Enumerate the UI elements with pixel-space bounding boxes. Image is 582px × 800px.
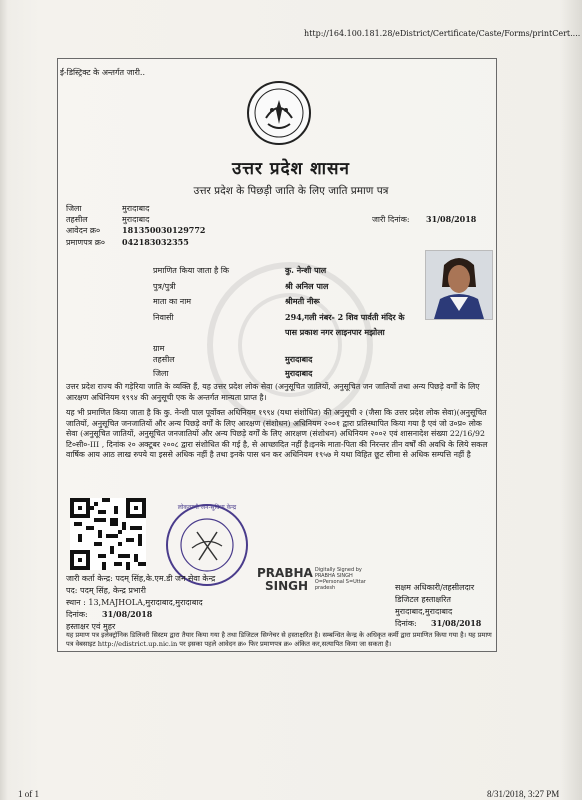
signer-name-line1: PRABHA <box>257 566 313 580</box>
person-tehsil-label: तहसील <box>153 355 175 364</box>
applicant-name: कु. नेन्शी पाल <box>285 265 327 275</box>
certificate-no-value: 042183032355 <box>122 237 189 247</box>
certificate-title: उत्तर प्रदेश शासन <box>231 159 350 179</box>
page-number: 1 of 1 <box>18 789 39 799</box>
signature-detail-1: Digitally Signed by <box>314 567 362 573</box>
village-label: ग्राम <box>153 344 165 353</box>
print-url: http://164.100.181.28/eDistrict/Certificate/Caste/Forms/printCert.... <box>304 29 581 38</box>
signature-detail-2: PRABHA SINGH <box>314 573 353 579</box>
print-timestamp: 8/31/2018, 3:27 PM <box>487 789 560 799</box>
father-name: श्री अनिल पाल <box>285 281 329 291</box>
signature-detail-3: O=Personal S=Uttar <box>314 579 366 585</box>
certified-label: प्रमाणित किया जाता है कि <box>153 266 230 275</box>
mother-name-label: माता का नाम <box>153 297 192 306</box>
address-line-2: पास प्रकाश नगर लाइनपार मझोला <box>285 327 385 337</box>
issuer-date: 31/08/2018 <box>102 609 153 619</box>
signer-name-line2: SINGH <box>265 579 309 593</box>
district-value: मुरादाबाद <box>122 204 150 213</box>
address-line-1: 294,गली नंबर- 2 शिव पार्वती मंदिर के <box>285 312 405 322</box>
issuer-place: स्थान : 13,MAJHOLA,मुरादाबाद,मुरादाबाद <box>66 598 203 607</box>
person-district-label: जिला <box>153 369 169 378</box>
up-government-emblem-icon <box>246 80 312 146</box>
person-district-value: मुरादाबाद <box>285 368 313 378</box>
digital-signature <box>257 567 366 593</box>
officer-digital-signed: डिजिटल हस्ताक्षरित <box>395 595 451 604</box>
person-tehsil-value: मुरादाबाद <box>285 354 313 364</box>
applicant-photo <box>425 250 493 320</box>
officer-date: 31/08/2018 <box>431 618 482 628</box>
verification-note: यह प्रमाण पत्र इलेक्ट्रॉनिक डिलिवरी सिस्टम द्वारा तैयार किया गया है तथा डिजिटल सिग्नेचर से हस्ताक्षरित है। सम्बन्धित केन्द्र के अधिकृत कर्मी द्वारा प्रमाणित किया गया है। यह प्रमाण पत्र वेबसाइट http://edistrict.up.nic.in पर इसका पहले आवेदन क्र० फिर प्रमाणपत्र क्र० अंकित कर,सत्यापित किया जा सकता है। <box>66 631 492 648</box>
issue-date-label: जारी दिनांक: <box>372 215 410 224</box>
qr-code <box>70 498 146 570</box>
issuer-seal-label: हस्ताक्षर एवं मुहर <box>66 622 116 631</box>
stamp-text: लोकवाणी जन-सुविधा केन्द्र <box>177 504 237 511</box>
issuer-date-label: दिनांक: <box>66 610 88 619</box>
officer-title: सक्षम अधिकारी/तहसीलदार <box>395 583 475 592</box>
mother-name: श्रीमती नीरू <box>285 296 320 306</box>
officer-date-label: दिनांक: <box>395 619 417 628</box>
issuer-center: जारी कर्ता केन्द्र: पदम् सिंह,के.एम.डी जन सेवा केन्द्र <box>66 574 216 583</box>
application-no-value: 181350030129772 <box>122 225 206 235</box>
issuer-post: पद: पदम् सिंह, केन्द्र प्रभारी <box>66 586 146 595</box>
caste-paragraph: उत्तर प्रदेश राज्य की गड़ेरिया जाति के व्यक्ति हैं, यह उत्तर प्रदेश लोक सेवा (अनुसूचित जातियों, अनुसूचित जन जातियों तथा अन्य पिछड़े वर्गों के लिए आरक्षण अधिनियम १९९४ की अनुसूची एक के अन्तर्गत मान्यता प्राप्त है। <box>66 382 480 402</box>
certificate-subtitle: उत्तर प्रदेश के पिछड़ी जाति के लिए जाति प्रमाण पत्र <box>193 185 389 197</box>
district-label: जिला <box>66 204 82 213</box>
application-no-label: आवेदन क्र० <box>66 226 101 235</box>
signature-detail-4: pradesh <box>314 585 336 591</box>
reservation-paragraph: यह भी प्रमाणित किया जाता है कि कु. नेन्शी पाल पूर्वोक्त अधिनियम १९९४ (यथा संशोधित) की अनुसूची २ (जैसा कि उत्तर प्रदेश लोक सेवा)(अनुसूचित जातियों, अनुसूचित जनजातियों और अन्य पिछड़े वर्गों के लिए आरक्षण (संशोधन) अधिनियम २००१ द्वारा प्रतिस्थापित किया गया है एवं जो उ०प्र० लोक सेवा (अनुसूचित जातियों, अनुसूचित जनजातियों और अन्य पिछड़े वर्गों के लिए आरक्षण (संशोधन) अधिनियम २००२ एवं शासनादेश संख्या 22/16/92 टि०सी०-III , दिनांक २० अक्टूबर २००८ द्वारा संशोधित की गई है, से आच्छादित नहीं है।इनके माता-पिता की निरन्तर तीन वर्षों की अवधि के लिये सकल वार्षिक आय आठ लाख रुपये या इससे अधिक नहीं है तथा इनके पास धन कर अधिनियम १९५७ मे यथा विहित छूट सीमा से अधिक सम्पत्ति नहीं है <box>66 408 488 459</box>
certificate-no-label: प्रमाणपत्र क्र० <box>66 238 105 247</box>
officer-location: मुरादाबाद,मुरादाबाद <box>395 607 453 616</box>
issue-date-value: 31/08/2018 <box>426 214 477 224</box>
resident-label: निवासी <box>153 313 174 322</box>
digital-issue-note: ई-डिस्ट्रिक्ट के अन्तर्गत जारी.. <box>60 68 146 77</box>
tehsil-label: तहसील <box>66 215 88 224</box>
son-daughter-of-label: पुत्र/पुत्री <box>153 282 176 291</box>
tehsil-value: मुरादाबाद <box>122 215 150 224</box>
